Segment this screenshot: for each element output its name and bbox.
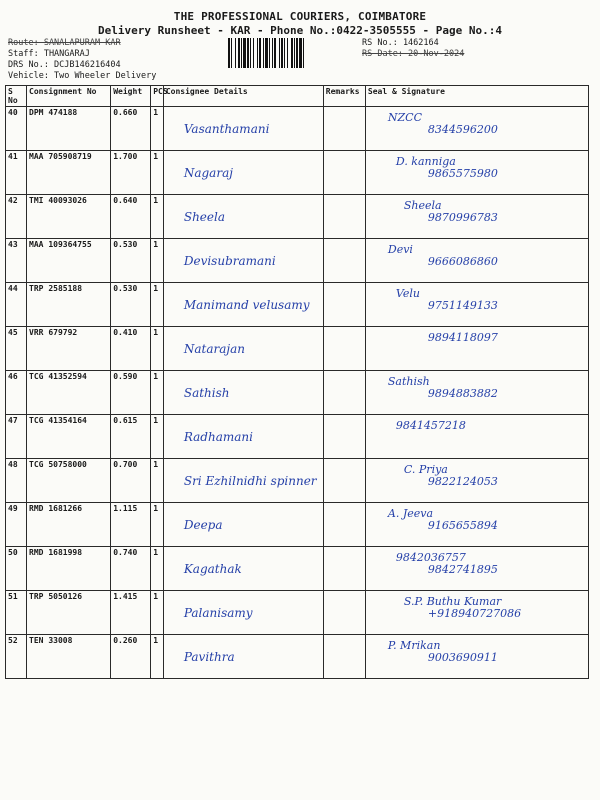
table-row — [6, 635, 589, 679]
row-consignee-handwritten: Natarajan — [183, 342, 245, 356]
row-pcs: 1 — [151, 283, 164, 327]
row-pcs: 1 — [151, 591, 164, 635]
row-weight: 0.530 — [111, 239, 151, 283]
row-consignee-handwritten: Palanisamy — [183, 606, 253, 620]
barcode-icon — [228, 38, 350, 68]
row-sno: 47 — [6, 415, 27, 459]
row-consignee-handwritten: Radhamani — [183, 430, 253, 444]
row-remarks — [323, 283, 365, 327]
barcode-bar — [228, 38, 230, 68]
signature-phone: 8344596200 — [427, 123, 498, 136]
signature-text: C. Priya — [403, 463, 448, 476]
table-row — [6, 107, 589, 151]
row-consignee-cell — [163, 503, 323, 547]
row-consignee-handwritten: Sri Ezhilnidhi spinner — [183, 474, 317, 488]
col-header-weight: Weight — [111, 86, 151, 107]
row-consignment-no: RMD 1681998 — [27, 547, 111, 591]
row-seal-signature — [365, 107, 588, 151]
row-weight: 1.115 — [111, 503, 151, 547]
row-sno: 41 — [6, 151, 27, 195]
row-seal-signature — [365, 503, 588, 547]
row-sno: 48 — [6, 459, 27, 503]
row-consignee-handwritten: Vasanthamani — [183, 122, 270, 136]
barcode-bar — [272, 38, 273, 68]
row-consignee-cell — [163, 371, 323, 415]
row-weight: 0.615 — [111, 415, 151, 459]
row-consignment-no: TEN 33008 — [27, 635, 111, 679]
barcode-bar — [299, 38, 302, 68]
meta-right — [362, 38, 464, 60]
barcode-bar — [253, 38, 254, 68]
table-row — [6, 591, 589, 635]
rs-no-text: RS No.: 1462164 — [362, 38, 439, 48]
signature-phone: +918940727086 — [427, 607, 522, 620]
row-remarks — [323, 327, 365, 371]
barcode-bar — [274, 38, 276, 68]
row-remarks — [323, 415, 365, 459]
signature-text: D. kanniga — [395, 155, 456, 168]
row-remarks — [323, 591, 365, 635]
row-pcs: 1 — [151, 107, 164, 151]
signature-text: A. Jeeva — [387, 507, 434, 520]
barcode-bar — [243, 38, 246, 68]
barcode-bar — [269, 38, 270, 68]
row-consignment-no: VRR 679792 — [27, 327, 111, 371]
row-pcs: 1 — [151, 371, 164, 415]
row-consignee-handwritten: Pavithra — [183, 650, 235, 664]
barcode-bar — [259, 38, 261, 68]
row-seal-signature — [365, 547, 588, 591]
row-seal-signature — [365, 371, 588, 415]
row-seal-signature — [365, 239, 588, 283]
barcode-bar — [250, 38, 251, 68]
barcode-bar — [241, 38, 242, 68]
row-weight: 0.640 — [111, 195, 151, 239]
row-remarks — [323, 635, 365, 679]
row-consignee-cell — [163, 239, 323, 283]
row-remarks — [323, 503, 365, 547]
row-remarks — [323, 107, 365, 151]
signature-text: NZCC — [387, 111, 422, 124]
col-header-pcs: PCS — [151, 86, 164, 107]
barcode-bar — [296, 38, 298, 68]
row-pcs: 1 — [151, 547, 164, 591]
row-consignee-cell — [163, 635, 323, 679]
row-consignee-handwritten: Manimand velusamy — [183, 298, 310, 312]
signature-text: 9842036757 — [395, 551, 466, 564]
row-consignment-no: TRP 5050126 — [27, 591, 111, 635]
barcode-bar — [287, 38, 288, 68]
row-consignee-cell — [163, 547, 323, 591]
row-weight: 0.530 — [111, 283, 151, 327]
row-sno: 42 — [6, 195, 27, 239]
barcode-bar — [238, 38, 240, 68]
row-weight: 0.740 — [111, 547, 151, 591]
row-sno: 44 — [6, 283, 27, 327]
row-weight: 0.660 — [111, 107, 151, 151]
barcode-bar — [231, 38, 232, 68]
table-row — [6, 327, 589, 371]
col-header-consignee: Consignee Details — [163, 86, 323, 107]
col-header-consignment: Consignment No — [27, 86, 111, 107]
signature-phone: 9894883882 — [427, 387, 498, 400]
row-consignment-no: RMD 1681266 — [27, 503, 111, 547]
row-pcs: 1 — [151, 635, 164, 679]
row-consignment-no: MAA 109364755 — [27, 239, 111, 283]
row-pcs: 1 — [151, 239, 164, 283]
row-seal-signature — [365, 591, 588, 635]
signature-text: 9841457218 — [395, 419, 466, 432]
table-row — [6, 239, 589, 283]
signature-text: Velu — [395, 287, 420, 300]
signature-phone: 9870996783 — [427, 211, 498, 224]
row-pcs: 1 — [151, 151, 164, 195]
rs-date-text: RS Date: 20-Nov-2024 — [362, 49, 465, 59]
row-sno: 46 — [6, 371, 27, 415]
signature-text: P. Mrikan — [387, 639, 441, 652]
row-consignee-cell — [163, 591, 323, 635]
barcode-bar — [279, 38, 280, 68]
signature-phone: 9666086860 — [427, 255, 498, 268]
row-seal-signature — [365, 283, 588, 327]
row-seal-signature — [365, 635, 588, 679]
row-seal-signature — [365, 415, 588, 459]
row-weight: 0.410 — [111, 327, 151, 371]
row-seal-signature — [365, 195, 588, 239]
barcode-bar — [235, 38, 236, 68]
row-remarks — [323, 195, 365, 239]
signature-phone: 9165655894 — [427, 519, 498, 532]
row-seal-signature — [365, 459, 588, 503]
row-consignee-handwritten: Deepa — [183, 518, 223, 532]
row-pcs: 1 — [151, 459, 164, 503]
document-subtitle: Delivery Runsheet - KAR - Phone No.:0422-3505555 - Page No.:4 — [98, 24, 502, 37]
row-remarks — [323, 371, 365, 415]
row-sno: 49 — [6, 503, 27, 547]
row-sno: 43 — [6, 239, 27, 283]
row-consignment-no: MAA 705908719 — [27, 151, 111, 195]
row-consignee-handwritten: Sheela — [183, 210, 225, 224]
row-pcs: 1 — [151, 327, 164, 371]
row-remarks — [323, 151, 365, 195]
row-remarks — [323, 459, 365, 503]
barcode-bar — [281, 38, 283, 68]
col-header-sno: S No — [6, 86, 27, 107]
signature-text: Devi — [387, 243, 413, 256]
barcode-bar — [291, 38, 293, 68]
table-row — [6, 151, 589, 195]
row-consignment-no: TRP 2585188 — [27, 283, 111, 327]
row-sno: 52 — [6, 635, 27, 679]
signature-text: Sathish — [387, 375, 430, 388]
row-consignment-no: TMI 40093026 — [27, 195, 111, 239]
row-consignee-handwritten: Nagaraj — [183, 166, 233, 180]
row-consignee-handwritten: Devisubramani — [183, 254, 276, 268]
col-header-remarks: Remarks — [323, 86, 365, 107]
row-weight: 0.590 — [111, 371, 151, 415]
signature-phone: 9751149133 — [427, 299, 498, 312]
drs-text: DRS No.: DCJB146216404 — [8, 60, 121, 70]
barcode-bar — [263, 38, 264, 68]
runsheet-table — [5, 85, 589, 679]
signature-phone: 9842741895 — [427, 563, 498, 576]
row-pcs: 1 — [151, 195, 164, 239]
row-sno: 45 — [6, 327, 27, 371]
col-header-seal: Seal & Signature — [365, 86, 588, 107]
row-consignee-cell — [163, 459, 323, 503]
staff-text: Staff: THANGARAJ — [8, 49, 90, 59]
vehicle-text: Vehicle: Two Wheeler Delivery — [8, 71, 157, 81]
document-title: THE PROFESSIONAL COURIERS, COIMBATORE — [173, 10, 427, 23]
row-seal-signature — [365, 327, 588, 371]
table-row — [6, 503, 589, 547]
meta-left — [8, 38, 156, 82]
barcode-bar — [284, 38, 285, 68]
signature-phone: 9865575980 — [427, 167, 498, 180]
row-sno: 40 — [6, 107, 27, 151]
signature-phone: 9894118097 — [427, 331, 498, 344]
barcode-bar — [294, 38, 295, 68]
row-consignment-no: TCG 41352594 — [27, 371, 111, 415]
row-remarks — [323, 547, 365, 591]
row-consignee-cell — [163, 327, 323, 371]
row-remarks — [323, 239, 365, 283]
table-row — [6, 283, 589, 327]
row-consignee-handwritten: Sathish — [183, 386, 230, 400]
row-pcs: 1 — [151, 503, 164, 547]
signature-phone: 9822124053 — [427, 475, 498, 488]
row-sno: 51 — [6, 591, 27, 635]
row-weight: 0.700 — [111, 459, 151, 503]
table-row — [6, 371, 589, 415]
row-sno: 50 — [6, 547, 27, 591]
row-consignment-no: DPM 474188 — [27, 107, 111, 151]
row-weight: 0.260 — [111, 635, 151, 679]
row-consignee-handwritten: Kagathak — [183, 562, 242, 576]
row-consignment-no: TCG 41354164 — [27, 415, 111, 459]
signature-text: Sheela — [403, 199, 442, 212]
table-row — [6, 459, 589, 503]
row-consignee-cell — [163, 107, 323, 151]
row-consignment-no: TCG 50758000 — [27, 459, 111, 503]
row-weight: 1.700 — [111, 151, 151, 195]
table-header-row — [6, 86, 589, 107]
row-consignee-cell — [163, 151, 323, 195]
row-pcs: 1 — [151, 415, 164, 459]
table-row — [6, 195, 589, 239]
barcode-bar — [247, 38, 249, 68]
table-row — [6, 547, 589, 591]
row-consignee-cell — [163, 415, 323, 459]
signature-text: S.P. Buthu Kumar — [403, 595, 502, 608]
row-seal-signature — [365, 151, 588, 195]
row-consignee-cell — [163, 195, 323, 239]
table-row — [6, 415, 589, 459]
barcode-bar — [265, 38, 268, 68]
signature-phone: 9003690911 — [427, 651, 498, 664]
barcode-bar — [257, 38, 258, 68]
route-text: Route: SANALAPURAM KAR — [8, 38, 121, 48]
barcode-bar — [303, 38, 304, 68]
row-weight: 1.415 — [111, 591, 151, 635]
row-consignee-cell — [163, 283, 323, 327]
